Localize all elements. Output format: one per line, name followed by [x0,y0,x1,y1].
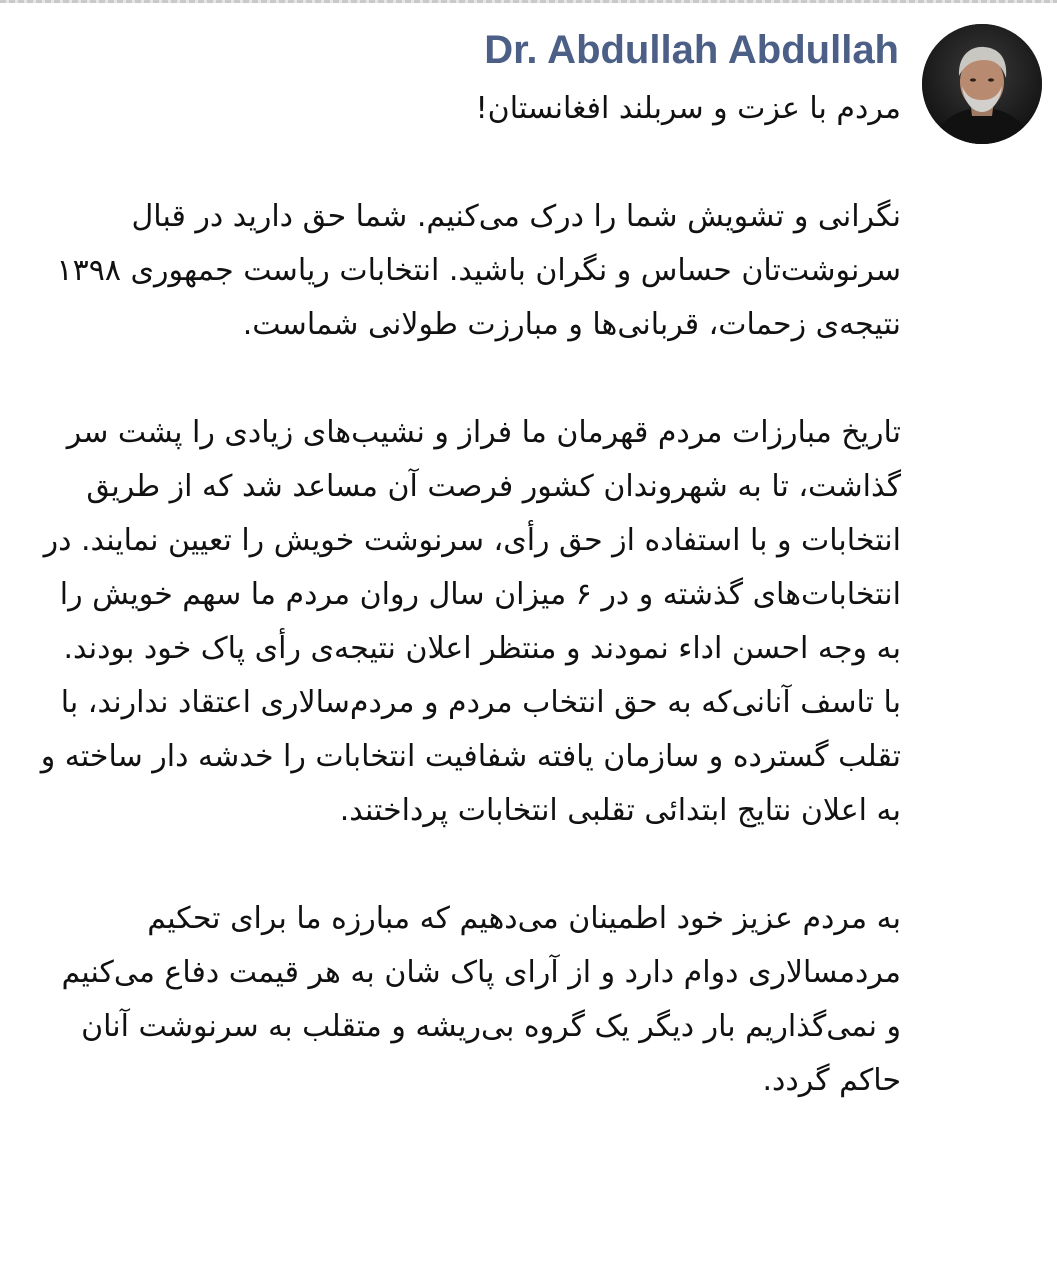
post-body [40,82,901,1108]
top-divider [0,0,1057,3]
post-paragraph-1: نگرانی و تشویش شما را درک می‌کنیم. شما حق دارید در قبال سرنوشت‌تان حساس و نگران باشید. انتخابات ریاست جمهوری ۱۳۹۸ نتیجه‌ی زحمات، قربانی‌ها و مبارزت طولانی شماست. [56,199,901,342]
post-greeting: مردم با عزت و سربلند افغانستان! [475,91,901,126]
post-paragraph-2: تاریخ مبارزات مردم قهرمان ما فراز و نشیب‌های زیادی را پشت سر گذاشت، تا به شهروندان کشور فرصت آن مساعد شد که از طریق انتخابات و با استفاده از حق رأی، سرنوشت خویش را تعیین نمایند. در انتخابات‌های گذشته و در ۶ میزان سال روان مردم ما سهم خویش را به وجه احسن اداء نمودند و منتظر اعلان نتیجه‌ی رأی پاک خود بودند. با تاسف آنانی‌که به حق انتخاب مردم و مردم‌سالاری اعتقاد ندارند، با تقلب گسترده و سازمان یافته شفافیت انتخابات را خدشه دار ساخته و به اعلان نتایج ابتدائی تقلبی انتخابات پرداختند. [40,415,901,828]
profile-photo-icon [922,24,1042,144]
avatar[interactable] [922,24,1042,144]
author-name[interactable]: Dr. Abdullah Abdullah [484,28,899,72]
post-paragraph-3: به مردم عزیز خود اطمینان می‌دهیم که مبارزه ما برای تحکیم مردمسالاری دوام دارد و از آرای پاک شان به هر قیمت دفاع می‌کنیم و نمی‌گذاریم بار دیگر یک گروه بی‌ریشه و متقلب به سرنوشت آنان حاکم گردد. [61,901,901,1098]
